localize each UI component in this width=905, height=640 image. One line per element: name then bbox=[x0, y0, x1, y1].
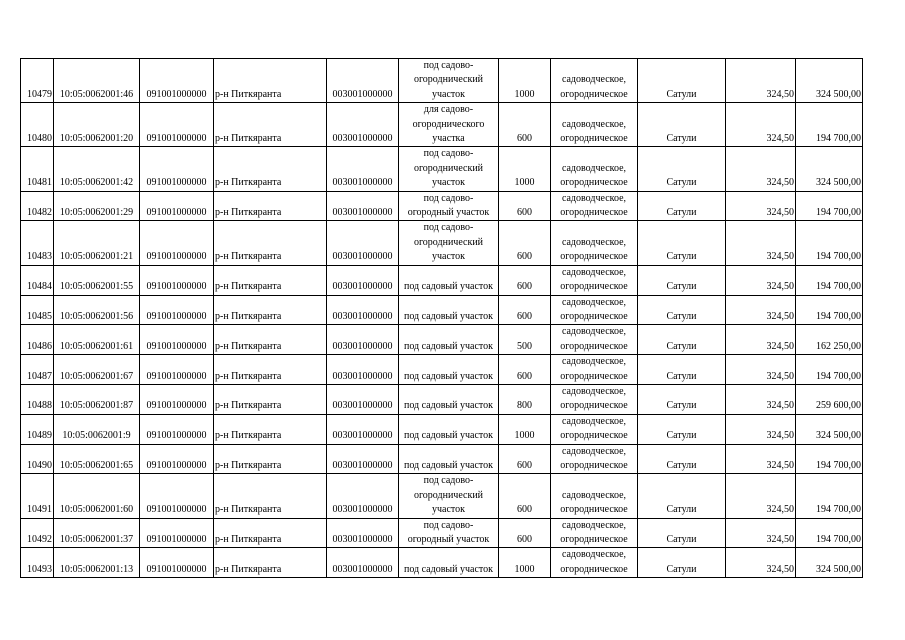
cell-usage-line: огородническое bbox=[560, 177, 628, 189]
cell-district: р-н Питкяранта bbox=[214, 384, 327, 414]
cell-district: р-н Питкяранта bbox=[214, 191, 327, 221]
cell-district: р-н Питкяранта bbox=[214, 325, 327, 355]
cell-area: 600 bbox=[499, 191, 551, 221]
cell-area: 600 bbox=[499, 518, 551, 548]
cell-usage-line: садоводческое, bbox=[561, 489, 627, 501]
cell-usage bbox=[551, 325, 638, 355]
cell-cadastral-value: 194 700,00 bbox=[796, 265, 863, 295]
cell-okato: 091001000000 bbox=[140, 191, 214, 221]
cell-district: р-н Питкяранта bbox=[214, 265, 327, 295]
cell-locality: Сатули bbox=[638, 221, 726, 265]
cell-oktmo: 003001000000 bbox=[327, 355, 399, 385]
cell-number: 10487 bbox=[21, 355, 54, 385]
cell-purpose bbox=[399, 103, 499, 147]
cell-purpose-line: под садовый участок bbox=[403, 340, 494, 352]
table-row bbox=[21, 103, 863, 147]
cell-rate: 324,50 bbox=[726, 221, 796, 265]
cell-purpose-line: огороднический bbox=[413, 162, 484, 174]
cell-cadastral-number: 10:05:0062001:61 bbox=[54, 325, 140, 355]
cell-area: 600 bbox=[499, 103, 551, 147]
cell-number: 10485 bbox=[21, 295, 54, 325]
cell-usage-line: садоводческое, bbox=[561, 162, 627, 174]
cell-purpose-line: под садово- bbox=[423, 148, 474, 160]
cell-usage bbox=[551, 474, 638, 518]
cell-usage-line: садоводческое, bbox=[561, 385, 627, 397]
table-row bbox=[21, 548, 863, 578]
cell-cadastral-value: 324 500,00 bbox=[796, 414, 863, 444]
cell-purpose-line: участка bbox=[432, 133, 465, 145]
cell-oktmo: 003001000000 bbox=[327, 221, 399, 265]
cell-rate: 324,50 bbox=[726, 414, 796, 444]
cell-purpose-line: огороднический bbox=[413, 74, 484, 86]
cell-area: 1000 bbox=[499, 548, 551, 578]
cell-oktmo: 003001000000 bbox=[327, 265, 399, 295]
cell-locality: Сатули bbox=[638, 325, 726, 355]
cell-okato: 091001000000 bbox=[140, 147, 214, 191]
table-row bbox=[21, 325, 863, 355]
cell-rate: 324,50 bbox=[726, 518, 796, 548]
table-row bbox=[21, 59, 863, 103]
cell-cadastral-value: 194 700,00 bbox=[796, 103, 863, 147]
cell-usage-line: огородническое bbox=[560, 400, 628, 412]
cell-cadastral-value: 324 500,00 bbox=[796, 59, 863, 103]
cell-purpose-line: для садово- bbox=[423, 104, 474, 116]
table-row bbox=[21, 384, 863, 414]
cell-rate: 324,50 bbox=[726, 147, 796, 191]
cell-usage-line: огородническое bbox=[560, 133, 628, 145]
cell-rate: 324,50 bbox=[726, 325, 796, 355]
cell-oktmo: 003001000000 bbox=[327, 548, 399, 578]
cell-purpose bbox=[399, 295, 499, 325]
cell-usage-line: садоводческое, bbox=[561, 74, 627, 86]
cell-area: 600 bbox=[499, 474, 551, 518]
table-row bbox=[21, 518, 863, 548]
cell-district: р-н Питкяранта bbox=[214, 355, 327, 385]
cell-locality: Сатули bbox=[638, 518, 726, 548]
cell-usage-line: садоводческое, bbox=[561, 236, 627, 248]
cell-usage-line: садоводческое, bbox=[561, 118, 627, 130]
cell-oktmo: 003001000000 bbox=[327, 59, 399, 103]
cell-number: 10483 bbox=[21, 221, 54, 265]
cell-number: 10491 bbox=[21, 474, 54, 518]
cell-purpose-line: огороднического bbox=[412, 118, 485, 130]
cell-purpose bbox=[399, 414, 499, 444]
cell-cadastral-number: 10:05:0062001:60 bbox=[54, 474, 140, 518]
cell-cadastral-value: 194 700,00 bbox=[796, 191, 863, 221]
cell-usage-line: садоводческое, bbox=[561, 445, 627, 457]
cell-usage-line: садоводческое, bbox=[561, 519, 627, 531]
cell-usage bbox=[551, 265, 638, 295]
cell-locality: Сатули bbox=[638, 191, 726, 221]
table-row bbox=[21, 355, 863, 385]
cell-usage-line: огородническое bbox=[560, 563, 628, 575]
cell-rate: 324,50 bbox=[726, 103, 796, 147]
cell-cadastral-number: 10:05:0062001:21 bbox=[54, 221, 140, 265]
cell-usage-line: огородническое bbox=[560, 370, 628, 382]
cell-purpose-line: под садово- bbox=[423, 519, 474, 531]
cell-purpose bbox=[399, 548, 499, 578]
cell-purpose-line: огородный участок bbox=[407, 534, 490, 545]
cell-okato: 091001000000 bbox=[140, 444, 214, 474]
cell-cadastral-value: 194 700,00 bbox=[796, 221, 863, 265]
cell-locality: Сатули bbox=[638, 444, 726, 474]
cell-okato: 091001000000 bbox=[140, 355, 214, 385]
cell-usage bbox=[551, 444, 638, 474]
cell-rate: 324,50 bbox=[726, 474, 796, 518]
cell-purpose-line: под садово- bbox=[423, 60, 474, 71]
cell-district: р-н Питкяранта bbox=[214, 295, 327, 325]
cell-cadastral-number: 10:05:0062001:37 bbox=[54, 518, 140, 548]
cell-rate: 324,50 bbox=[726, 384, 796, 414]
cell-number: 10490 bbox=[21, 444, 54, 474]
table-row bbox=[21, 147, 863, 191]
cell-cadastral-number: 10:05:0062001:46 bbox=[54, 59, 140, 103]
cell-usage-line: садоводческое, bbox=[561, 326, 627, 338]
cell-number: 10489 bbox=[21, 414, 54, 444]
cell-usage-line: огородническое bbox=[560, 534, 628, 545]
cell-okato: 091001000000 bbox=[140, 103, 214, 147]
cell-locality: Сатули bbox=[638, 384, 726, 414]
cell-cadastral-number: 10:05:0062001:9 bbox=[54, 414, 140, 444]
cell-usage bbox=[551, 295, 638, 325]
cell-rate: 324,50 bbox=[726, 191, 796, 221]
cell-purpose-line: под садовый участок bbox=[403, 459, 494, 471]
cell-number: 10482 bbox=[21, 191, 54, 221]
cell-okato: 091001000000 bbox=[140, 518, 214, 548]
cell-purpose-line: под садовый участок bbox=[403, 370, 494, 382]
cell-usage bbox=[551, 191, 638, 221]
cell-district: р-н Питкяранта bbox=[214, 103, 327, 147]
cell-usage bbox=[551, 221, 638, 265]
cell-okato: 091001000000 bbox=[140, 221, 214, 265]
cell-purpose bbox=[399, 191, 499, 221]
cell-oktmo: 003001000000 bbox=[327, 414, 399, 444]
cell-usage bbox=[551, 548, 638, 578]
cell-oktmo: 003001000000 bbox=[327, 103, 399, 147]
cell-purpose bbox=[399, 474, 499, 518]
cell-oktmo: 003001000000 bbox=[327, 191, 399, 221]
cell-okato: 091001000000 bbox=[140, 325, 214, 355]
table-row bbox=[21, 444, 863, 474]
cell-number: 10480 bbox=[21, 103, 54, 147]
cell-district: р-н Питкяранта bbox=[214, 221, 327, 265]
cell-area: 600 bbox=[499, 444, 551, 474]
cell-usage-line: садоводческое, bbox=[561, 266, 627, 278]
cell-okato: 091001000000 bbox=[140, 474, 214, 518]
cell-purpose-line: огороднический bbox=[413, 236, 484, 248]
cell-usage-line: огородническое bbox=[560, 88, 628, 100]
cell-purpose bbox=[399, 444, 499, 474]
cell-purpose bbox=[399, 265, 499, 295]
cell-purpose bbox=[399, 325, 499, 355]
cell-area: 500 bbox=[499, 325, 551, 355]
cell-rate: 324,50 bbox=[726, 444, 796, 474]
cell-locality: Сатули bbox=[638, 147, 726, 191]
cell-rate: 324,50 bbox=[726, 548, 796, 578]
cell-purpose-line: участок bbox=[431, 251, 465, 263]
cell-usage-line: садоводческое, bbox=[561, 296, 627, 308]
land-registry-table bbox=[20, 58, 863, 578]
cell-cadastral-number: 10:05:0062001:20 bbox=[54, 103, 140, 147]
table-row bbox=[21, 191, 863, 221]
cell-purpose-line: под садовый участок bbox=[403, 281, 494, 293]
cell-purpose bbox=[399, 518, 499, 548]
cell-cadastral-number: 10:05:0062001:87 bbox=[54, 384, 140, 414]
cell-cadastral-value: 324 500,00 bbox=[796, 548, 863, 578]
cell-number: 10493 bbox=[21, 548, 54, 578]
cell-purpose-line: огороднический bbox=[413, 489, 484, 501]
cell-purpose-line: под садовый участок bbox=[403, 430, 494, 442]
cell-area: 1000 bbox=[499, 147, 551, 191]
cell-number: 10484 bbox=[21, 265, 54, 295]
cell-locality: Сатули bbox=[638, 414, 726, 444]
cell-cadastral-value: 194 700,00 bbox=[796, 295, 863, 325]
cell-number: 10479 bbox=[21, 59, 54, 103]
table-body bbox=[21, 59, 863, 578]
cell-area: 1000 bbox=[499, 59, 551, 103]
cell-usage-line: садоводческое, bbox=[561, 549, 627, 561]
cell-usage bbox=[551, 355, 638, 385]
cell-district: р-н Питкяранта bbox=[214, 414, 327, 444]
cell-district: р-н Питкяранта bbox=[214, 59, 327, 103]
cell-usage bbox=[551, 414, 638, 444]
cell-cadastral-value: 324 500,00 bbox=[796, 147, 863, 191]
cell-purpose bbox=[399, 384, 499, 414]
cell-number: 10486 bbox=[21, 325, 54, 355]
cell-oktmo: 003001000000 bbox=[327, 295, 399, 325]
cell-locality: Сатули bbox=[638, 59, 726, 103]
cell-number: 10481 bbox=[21, 147, 54, 191]
cell-purpose bbox=[399, 147, 499, 191]
cell-usage bbox=[551, 103, 638, 147]
cell-district: р-н Питкяранта bbox=[214, 147, 327, 191]
cell-purpose-line: участок bbox=[431, 88, 465, 100]
cell-usage bbox=[551, 518, 638, 548]
cell-cadastral-number: 10:05:0062001:29 bbox=[54, 191, 140, 221]
cell-oktmo: 003001000000 bbox=[327, 444, 399, 474]
cell-rate: 324,50 bbox=[726, 355, 796, 385]
cell-oktmo: 003001000000 bbox=[327, 325, 399, 355]
cell-district: р-н Питкяранта bbox=[214, 474, 327, 518]
cell-usage bbox=[551, 147, 638, 191]
cell-purpose-line: огородный участок bbox=[407, 207, 490, 219]
cell-cadastral-value: 259 600,00 bbox=[796, 384, 863, 414]
cell-oktmo: 003001000000 bbox=[327, 518, 399, 548]
cell-usage-line: огородническое bbox=[560, 251, 628, 263]
cell-number: 10488 bbox=[21, 384, 54, 414]
cell-locality: Сатули bbox=[638, 474, 726, 518]
cell-area: 600 bbox=[499, 355, 551, 385]
cell-area: 600 bbox=[499, 295, 551, 325]
cell-okato: 091001000000 bbox=[140, 59, 214, 103]
cell-cadastral-number: 10:05:0062001:65 bbox=[54, 444, 140, 474]
cell-usage-line: огородническое bbox=[560, 207, 628, 219]
cell-purpose-line: под садово- bbox=[423, 222, 474, 234]
cell-purpose-line: под садово- bbox=[423, 192, 474, 204]
cell-purpose-line: под садовый участок bbox=[403, 400, 494, 412]
cell-oktmo: 003001000000 bbox=[327, 474, 399, 518]
cell-cadastral-value: 194 700,00 bbox=[796, 518, 863, 548]
cell-area: 600 bbox=[499, 265, 551, 295]
cell-usage-line: садоводческое, bbox=[561, 415, 627, 427]
cell-area: 800 bbox=[499, 384, 551, 414]
cell-cadastral-number: 10:05:0062001:67 bbox=[54, 355, 140, 385]
table-row bbox=[21, 265, 863, 295]
cell-usage bbox=[551, 384, 638, 414]
cell-locality: Сатули bbox=[638, 548, 726, 578]
cell-rate: 324,50 bbox=[726, 59, 796, 103]
cell-district: р-н Питкяранта bbox=[214, 518, 327, 548]
cell-rate: 324,50 bbox=[726, 295, 796, 325]
cell-purpose bbox=[399, 355, 499, 385]
cell-number: 10492 bbox=[21, 518, 54, 548]
cell-cadastral-number: 10:05:0062001:56 bbox=[54, 295, 140, 325]
table-row bbox=[21, 295, 863, 325]
cell-purpose bbox=[399, 59, 499, 103]
cell-oktmo: 003001000000 bbox=[327, 147, 399, 191]
table-row bbox=[21, 414, 863, 444]
cell-okato: 091001000000 bbox=[140, 295, 214, 325]
cell-purpose-line: участок bbox=[431, 177, 465, 189]
cell-okato: 091001000000 bbox=[140, 384, 214, 414]
cell-okato: 091001000000 bbox=[140, 548, 214, 578]
cell-usage-line: садоводческое, bbox=[561, 356, 627, 368]
cell-cadastral-value: 194 700,00 bbox=[796, 474, 863, 518]
cell-cadastral-value: 194 700,00 bbox=[796, 355, 863, 385]
cell-purpose-line: под садовый участок bbox=[403, 310, 494, 322]
cell-district: р-н Питкяранта bbox=[214, 548, 327, 578]
cell-usage bbox=[551, 59, 638, 103]
cell-usage-line: огородническое bbox=[560, 281, 628, 293]
cell-cadastral-number: 10:05:0062001:55 bbox=[54, 265, 140, 295]
cell-cadastral-number: 10:05:0062001:13 bbox=[54, 548, 140, 578]
cell-area: 1000 bbox=[499, 414, 551, 444]
cell-usage-line: огородническое bbox=[560, 340, 628, 352]
cell-usage-line: огородническое bbox=[560, 430, 628, 442]
cell-district: р-н Питкяранта bbox=[214, 444, 327, 474]
cell-cadastral-value: 194 700,00 bbox=[796, 444, 863, 474]
cell-purpose-line: участок bbox=[431, 504, 465, 516]
cell-usage-line: огородническое bbox=[560, 459, 628, 471]
cell-locality: Сатули bbox=[638, 295, 726, 325]
table-row bbox=[21, 221, 863, 265]
cell-oktmo: 003001000000 bbox=[327, 384, 399, 414]
cell-okato: 091001000000 bbox=[140, 414, 214, 444]
cell-locality: Сатули bbox=[638, 355, 726, 385]
cell-rate: 324,50 bbox=[726, 265, 796, 295]
cell-locality: Сатули bbox=[638, 265, 726, 295]
table-row bbox=[21, 474, 863, 518]
cell-okato: 091001000000 bbox=[140, 265, 214, 295]
cell-usage-line: огородническое bbox=[560, 504, 628, 516]
cell-locality: Сатули bbox=[638, 103, 726, 147]
cell-purpose bbox=[399, 221, 499, 265]
cell-usage-line: садоводческое, bbox=[561, 192, 627, 204]
cell-usage-line: огородническое bbox=[560, 310, 628, 322]
cell-cadastral-value: 162 250,00 bbox=[796, 325, 863, 355]
cell-cadastral-number: 10:05:0062001:42 bbox=[54, 147, 140, 191]
cell-area: 600 bbox=[499, 221, 551, 265]
cell-purpose-line: под садовый участок bbox=[403, 563, 494, 575]
cell-purpose-line: под садово- bbox=[423, 475, 474, 487]
